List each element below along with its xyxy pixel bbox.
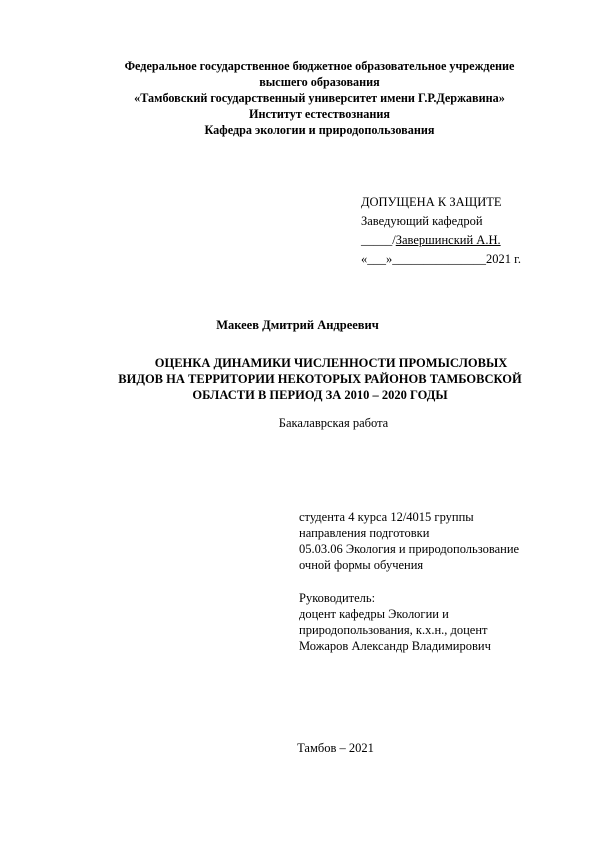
approval-heading: ДОПУЩЕНА К ЗАЩИТЕ	[361, 195, 502, 209]
thesis-title	[80, 355, 560, 403]
approval-date-line: «___»_______________2021 г.	[361, 252, 521, 266]
supervisor-line-2: природопользования, к.х.н., доцент	[299, 623, 488, 637]
institution-header	[60, 58, 579, 138]
work-type: Бакалаврская работа	[278, 416, 389, 430]
student-line-4: очной формы обучения	[299, 558, 424, 572]
head-name: Завершинский А.Н.	[395, 233, 501, 247]
approval-head-title: Заведующий кафедрой	[361, 214, 483, 228]
approval-block	[361, 193, 521, 269]
thesis-title-line-3: ОБЛАСТИ В ПЕРИОД ЗА 2010 – 2020 ГОДЫ	[192, 388, 448, 402]
student-line-1: студента 4 курса 12/4015 группы	[299, 510, 474, 524]
supervisor-info	[299, 590, 491, 654]
supervisor-line-1: доцент кафедры Экологии и	[299, 607, 449, 621]
approval-signature-line	[361, 231, 521, 250]
author-name: Макеев Дмитрий Андреевич	[216, 318, 379, 332]
thesis-title-line-1: ОЦЕНКА ДИНАМИКИ ЧИСЛЕННОСТИ ПРОМЫСЛОВЫХ	[154, 356, 508, 370]
institution-line-1: Федеральное государственное бюджетное образовательное учреждение	[124, 59, 515, 73]
institute-name: Институт естествознания	[248, 107, 391, 121]
institution-line-2: высшего образования	[259, 75, 380, 89]
supervisor-label: Руководитель:	[299, 591, 376, 605]
signature-blank: _____/	[361, 233, 396, 247]
student-line-3: 05.03.06 Экология и природопользование	[299, 542, 520, 556]
department-name: Кафедра экологии и природопользования	[204, 123, 435, 137]
university-name: «Тамбовский государственный университет имени Г.Р.Державина»	[134, 91, 505, 105]
student-info	[299, 509, 519, 573]
supervisor-name: Можаров Александр Владимирович	[299, 639, 491, 653]
city-year: Тамбов – 2021	[297, 741, 374, 755]
student-line-2: направления подготовки	[299, 526, 430, 540]
thesis-title-line-2: ВИДОВ НА ТЕРРИТОРИИ НЕКОТОРЫХ РАЙОНОВ ТАМБОВСКОЙ	[118, 372, 522, 386]
